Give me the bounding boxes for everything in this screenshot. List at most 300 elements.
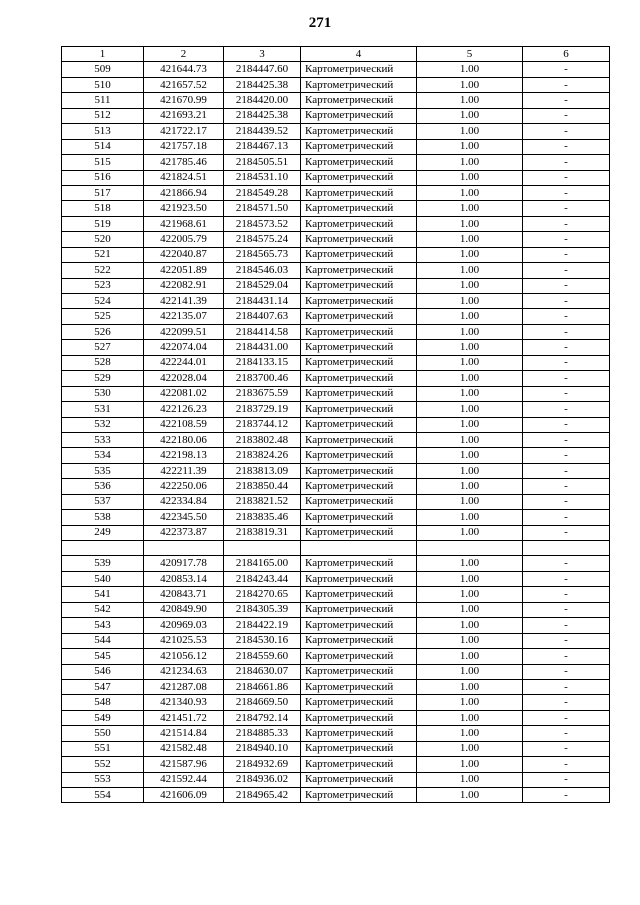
cell-method: Картометрический bbox=[301, 294, 417, 309]
table-row bbox=[62, 664, 610, 679]
cell-x-coordinate: 422334.84 bbox=[144, 494, 224, 509]
cell-method: Картометрический bbox=[301, 263, 417, 278]
table-row bbox=[62, 139, 610, 154]
cell-point-number: 511 bbox=[62, 93, 144, 108]
cell-note: - bbox=[523, 62, 610, 77]
cell-x-coordinate: 422108.59 bbox=[144, 417, 224, 432]
cell-point-number: 536 bbox=[62, 479, 144, 494]
cell-method: Картометрический bbox=[301, 232, 417, 247]
cell-method: Картометрический bbox=[301, 402, 417, 417]
cell-x-coordinate: 421722.17 bbox=[144, 124, 224, 139]
cell-x-coordinate: 421340.93 bbox=[144, 695, 224, 710]
cell-method: Картометрический bbox=[301, 247, 417, 262]
cell-x-coordinate: 421757.18 bbox=[144, 139, 224, 154]
cell-method: Картометрический bbox=[301, 324, 417, 339]
cell-x-coordinate: 421670.99 bbox=[144, 93, 224, 108]
cell-x-coordinate: 422074.04 bbox=[144, 340, 224, 355]
cell-method: Картометрический bbox=[301, 726, 417, 741]
cell-method: Картометрический bbox=[301, 432, 417, 447]
cell-method: Картометрический bbox=[301, 340, 417, 355]
cell-x-coordinate: 422081.02 bbox=[144, 386, 224, 401]
cell-method: Картометрический bbox=[301, 139, 417, 154]
header-col-5: 5 bbox=[417, 47, 523, 62]
table-row bbox=[62, 201, 610, 216]
cell-note: - bbox=[523, 679, 610, 694]
table-row bbox=[62, 62, 610, 77]
cell-x-coordinate: 422028.04 bbox=[144, 371, 224, 386]
cell-note: - bbox=[523, 710, 610, 725]
cell-precision: 1.00 bbox=[417, 448, 523, 463]
table-row bbox=[62, 479, 610, 494]
cell-point-number: 538 bbox=[62, 510, 144, 525]
cell-point-number: 550 bbox=[62, 726, 144, 741]
cell-x-coordinate: 421514.84 bbox=[144, 726, 224, 741]
cell-x-coordinate: 422005.79 bbox=[144, 232, 224, 247]
cell-precision: 1.00 bbox=[417, 695, 523, 710]
table-row bbox=[62, 448, 610, 463]
cell-note: - bbox=[523, 309, 610, 324]
cell-note: - bbox=[523, 77, 610, 92]
header-col-6: 6 bbox=[523, 47, 610, 62]
cell-note: - bbox=[523, 695, 610, 710]
cell-method: Картометрический bbox=[301, 108, 417, 123]
cell-note: - bbox=[523, 294, 610, 309]
cell-point-number: 539 bbox=[62, 556, 144, 571]
cell-method: Картометрический bbox=[301, 93, 417, 108]
cell-point-number: 249 bbox=[62, 525, 144, 540]
cell-note: - bbox=[523, 463, 610, 478]
cell-note: - bbox=[523, 417, 610, 432]
cell-method: Картометрический bbox=[301, 185, 417, 200]
cell-method: Картометрический bbox=[301, 788, 417, 803]
cell-precision: 1.00 bbox=[417, 726, 523, 741]
cell-method: Картометрический bbox=[301, 525, 417, 540]
cell-x-coordinate: 420843.71 bbox=[144, 587, 224, 602]
cell-method: Картометрический bbox=[301, 201, 417, 216]
cell-point-number: 526 bbox=[62, 324, 144, 339]
cell-note: - bbox=[523, 108, 610, 123]
cell-method: Картометрический bbox=[301, 371, 417, 386]
cell-point-number: 530 bbox=[62, 386, 144, 401]
table-row bbox=[62, 371, 610, 386]
cell-note: - bbox=[523, 757, 610, 772]
cell-point-number: 531 bbox=[62, 402, 144, 417]
cell-precision: 1.00 bbox=[417, 510, 523, 525]
cell-y-coordinate: 2184505.51 bbox=[224, 155, 301, 170]
cell-point-number: 554 bbox=[62, 788, 144, 803]
cell-note: - bbox=[523, 664, 610, 679]
cell-y-coordinate: 2183819.31 bbox=[224, 525, 301, 540]
table-row bbox=[62, 263, 610, 278]
cell-precision: 1.00 bbox=[417, 788, 523, 803]
table-row bbox=[62, 710, 610, 725]
cell-point-number: 551 bbox=[62, 741, 144, 756]
table-row bbox=[62, 278, 610, 293]
cell-note bbox=[523, 541, 610, 556]
table-row bbox=[62, 757, 610, 772]
cell-x-coordinate: 422345.50 bbox=[144, 510, 224, 525]
table-row bbox=[62, 386, 610, 401]
cell-x-coordinate: 422135.07 bbox=[144, 309, 224, 324]
cell-point-number: 529 bbox=[62, 371, 144, 386]
table-row bbox=[62, 788, 610, 803]
cell-y-coordinate: 2184530.16 bbox=[224, 633, 301, 648]
cell-note: - bbox=[523, 571, 610, 586]
cell-x-coordinate: 421606.09 bbox=[144, 788, 224, 803]
table-row bbox=[62, 294, 610, 309]
cell-x-coordinate bbox=[144, 541, 224, 556]
cell-note: - bbox=[523, 263, 610, 278]
cell-point-number: 544 bbox=[62, 633, 144, 648]
cell-method: Картометрический bbox=[301, 386, 417, 401]
cell-point-number bbox=[62, 541, 144, 556]
cell-method: Картометрический bbox=[301, 124, 417, 139]
cell-precision: 1.00 bbox=[417, 371, 523, 386]
cell-method: Картометрический bbox=[301, 479, 417, 494]
cell-y-coordinate: 2184425.38 bbox=[224, 77, 301, 92]
cell-x-coordinate: 421587.96 bbox=[144, 757, 224, 772]
cell-method: Картометрический bbox=[301, 633, 417, 648]
cell-x-coordinate: 421657.52 bbox=[144, 77, 224, 92]
cell-point-number: 528 bbox=[62, 355, 144, 370]
cell-precision: 1.00 bbox=[417, 432, 523, 447]
cell-point-number: 516 bbox=[62, 170, 144, 185]
cell-note: - bbox=[523, 726, 610, 741]
header-col-3: 3 bbox=[224, 47, 301, 62]
cell-point-number: 543 bbox=[62, 618, 144, 633]
cell-y-coordinate: 2184414.58 bbox=[224, 324, 301, 339]
cell-note: - bbox=[523, 448, 610, 463]
cell-y-coordinate: 2184165.00 bbox=[224, 556, 301, 571]
cell-x-coordinate: 421866.94 bbox=[144, 185, 224, 200]
cell-y-coordinate: 2183729.19 bbox=[224, 402, 301, 417]
cell-precision: 1.00 bbox=[417, 201, 523, 216]
cell-y-coordinate: 2184270.65 bbox=[224, 587, 301, 602]
cell-method: Картометрический bbox=[301, 170, 417, 185]
cell-point-number: 510 bbox=[62, 77, 144, 92]
cell-y-coordinate: 2184932.69 bbox=[224, 757, 301, 772]
cell-method: Картометрический bbox=[301, 510, 417, 525]
table-row bbox=[62, 618, 610, 633]
cell-point-number: 545 bbox=[62, 649, 144, 664]
cell-method: Картометрический bbox=[301, 741, 417, 756]
cell-x-coordinate: 422211.39 bbox=[144, 463, 224, 478]
cell-note: - bbox=[523, 278, 610, 293]
cell-x-coordinate: 421592.44 bbox=[144, 772, 224, 787]
cell-x-coordinate: 422040.87 bbox=[144, 247, 224, 262]
cell-x-coordinate: 420969.03 bbox=[144, 618, 224, 633]
cell-precision: 1.00 bbox=[417, 309, 523, 324]
table-row bbox=[62, 541, 610, 556]
table-row bbox=[62, 324, 610, 339]
cell-note: - bbox=[523, 386, 610, 401]
cell-y-coordinate: 2184565.73 bbox=[224, 247, 301, 262]
cell-x-coordinate: 422198.13 bbox=[144, 448, 224, 463]
cell-y-coordinate: 2183744.12 bbox=[224, 417, 301, 432]
cell-precision: 1.00 bbox=[417, 93, 523, 108]
cell-precision: 1.00 bbox=[417, 294, 523, 309]
cell-precision: 1.00 bbox=[417, 633, 523, 648]
cell-precision: 1.00 bbox=[417, 232, 523, 247]
cell-x-coordinate: 421968.61 bbox=[144, 216, 224, 231]
cell-point-number: 522 bbox=[62, 263, 144, 278]
cell-precision: 1.00 bbox=[417, 741, 523, 756]
cell-y-coordinate: 2184425.38 bbox=[224, 108, 301, 123]
cell-note: - bbox=[523, 170, 610, 185]
cell-y-coordinate: 2184529.04 bbox=[224, 278, 301, 293]
table-row bbox=[62, 232, 610, 247]
cell-precision: 1.00 bbox=[417, 155, 523, 170]
header-col-2: 2 bbox=[144, 47, 224, 62]
table-row bbox=[62, 432, 610, 447]
cell-note: - bbox=[523, 124, 610, 139]
cell-y-coordinate: 2183700.46 bbox=[224, 371, 301, 386]
cell-precision: 1.00 bbox=[417, 402, 523, 417]
table-row bbox=[62, 633, 610, 648]
cell-y-coordinate: 2184936.02 bbox=[224, 772, 301, 787]
cell-x-coordinate: 422180.06 bbox=[144, 432, 224, 447]
cell-point-number: 535 bbox=[62, 463, 144, 478]
cell-y-coordinate: 2184792.14 bbox=[224, 710, 301, 725]
cell-y-coordinate: 2184422.19 bbox=[224, 618, 301, 633]
cell-note: - bbox=[523, 371, 610, 386]
cell-y-coordinate: 2184549.28 bbox=[224, 185, 301, 200]
cell-x-coordinate: 422373.87 bbox=[144, 525, 224, 540]
cell-point-number: 517 bbox=[62, 185, 144, 200]
cell-note: - bbox=[523, 479, 610, 494]
table-row bbox=[62, 695, 610, 710]
cell-precision: 1.00 bbox=[417, 525, 523, 540]
cell-note: - bbox=[523, 494, 610, 509]
cell-precision: 1.00 bbox=[417, 108, 523, 123]
cell-y-coordinate: 2184420.00 bbox=[224, 93, 301, 108]
cell-y-coordinate: 2184447.60 bbox=[224, 62, 301, 77]
cell-precision: 1.00 bbox=[417, 618, 523, 633]
table-row bbox=[62, 741, 610, 756]
header-row bbox=[62, 47, 610, 62]
cell-point-number: 540 bbox=[62, 571, 144, 586]
cell-y-coordinate: 2183824.26 bbox=[224, 448, 301, 463]
cell-note: - bbox=[523, 324, 610, 339]
table-row bbox=[62, 510, 610, 525]
cell-method: Картометрический bbox=[301, 448, 417, 463]
cell-point-number: 542 bbox=[62, 602, 144, 617]
cell-x-coordinate: 421056.12 bbox=[144, 649, 224, 664]
cell-y-coordinate: 2184531.10 bbox=[224, 170, 301, 185]
cell-precision: 1.00 bbox=[417, 571, 523, 586]
table-row bbox=[62, 679, 610, 694]
cell-note: - bbox=[523, 649, 610, 664]
cell-x-coordinate: 421234.63 bbox=[144, 664, 224, 679]
cell-note: - bbox=[523, 402, 610, 417]
cell-y-coordinate bbox=[224, 541, 301, 556]
header-col-1: 1 bbox=[62, 47, 144, 62]
cell-precision: 1.00 bbox=[417, 556, 523, 571]
cell-note: - bbox=[523, 185, 610, 200]
cell-method: Картометрический bbox=[301, 695, 417, 710]
cell-precision: 1.00 bbox=[417, 679, 523, 694]
cell-method: Картометрический bbox=[301, 618, 417, 633]
cell-method: Картометрический bbox=[301, 602, 417, 617]
cell-precision: 1.00 bbox=[417, 355, 523, 370]
cell-precision: 1.00 bbox=[417, 324, 523, 339]
table-row bbox=[62, 525, 610, 540]
cell-method: Картометрический bbox=[301, 77, 417, 92]
table-row bbox=[62, 556, 610, 571]
cell-method: Картометрический bbox=[301, 556, 417, 571]
table-row bbox=[62, 170, 610, 185]
cell-point-number: 515 bbox=[62, 155, 144, 170]
cell-x-coordinate: 421693.21 bbox=[144, 108, 224, 123]
cell-note: - bbox=[523, 587, 610, 602]
cell-y-coordinate: 2184571.50 bbox=[224, 201, 301, 216]
cell-y-coordinate: 2184431.14 bbox=[224, 294, 301, 309]
cell-precision bbox=[417, 541, 523, 556]
cell-point-number: 523 bbox=[62, 278, 144, 293]
cell-method: Картометрический bbox=[301, 664, 417, 679]
table-row bbox=[62, 108, 610, 123]
cell-point-number: 552 bbox=[62, 757, 144, 772]
cell-y-coordinate: 2184243.44 bbox=[224, 571, 301, 586]
cell-y-coordinate: 2184669.50 bbox=[224, 695, 301, 710]
cell-y-coordinate: 2184965.42 bbox=[224, 788, 301, 803]
table-row bbox=[62, 216, 610, 231]
cell-precision: 1.00 bbox=[417, 463, 523, 478]
cell-point-number: 553 bbox=[62, 772, 144, 787]
cell-x-coordinate: 422051.89 bbox=[144, 263, 224, 278]
cell-x-coordinate: 421785.46 bbox=[144, 155, 224, 170]
header-col-4: 4 bbox=[301, 47, 417, 62]
cell-x-coordinate: 420917.78 bbox=[144, 556, 224, 571]
cell-note: - bbox=[523, 556, 610, 571]
cell-precision: 1.00 bbox=[417, 124, 523, 139]
cell-x-coordinate: 422141.39 bbox=[144, 294, 224, 309]
table-row bbox=[62, 340, 610, 355]
cell-note: - bbox=[523, 355, 610, 370]
cell-note: - bbox=[523, 432, 610, 447]
cell-y-coordinate: 2184431.00 bbox=[224, 340, 301, 355]
cell-point-number: 518 bbox=[62, 201, 144, 216]
table-row bbox=[62, 772, 610, 787]
cell-note: - bbox=[523, 216, 610, 231]
cell-precision: 1.00 bbox=[417, 185, 523, 200]
cell-y-coordinate: 2184661.86 bbox=[224, 679, 301, 694]
cell-note: - bbox=[523, 633, 610, 648]
cell-x-coordinate: 421644.73 bbox=[144, 62, 224, 77]
cell-precision: 1.00 bbox=[417, 710, 523, 725]
cell-point-number: 514 bbox=[62, 139, 144, 154]
cell-point-number: 519 bbox=[62, 216, 144, 231]
cell-note: - bbox=[523, 525, 610, 540]
cell-method bbox=[301, 541, 417, 556]
cell-precision: 1.00 bbox=[417, 664, 523, 679]
cell-point-number: 549 bbox=[62, 710, 144, 725]
cell-point-number: 548 bbox=[62, 695, 144, 710]
cell-method: Картометрический bbox=[301, 463, 417, 478]
cell-x-coordinate: 421824.51 bbox=[144, 170, 224, 185]
page-number: 271 bbox=[308, 15, 332, 31]
cell-precision: 1.00 bbox=[417, 757, 523, 772]
cell-point-number: 525 bbox=[62, 309, 144, 324]
cell-x-coordinate: 422126.23 bbox=[144, 402, 224, 417]
cell-y-coordinate: 2183850.44 bbox=[224, 479, 301, 494]
cell-x-coordinate: 421287.08 bbox=[144, 679, 224, 694]
cell-y-coordinate: 2184407.63 bbox=[224, 309, 301, 324]
cell-x-coordinate: 422244.01 bbox=[144, 355, 224, 370]
table-row bbox=[62, 247, 610, 262]
cell-y-coordinate: 2184559.60 bbox=[224, 649, 301, 664]
cell-precision: 1.00 bbox=[417, 247, 523, 262]
cell-method: Картометрический bbox=[301, 587, 417, 602]
cell-y-coordinate: 2184467.13 bbox=[224, 139, 301, 154]
cell-y-coordinate: 2183675.59 bbox=[224, 386, 301, 401]
cell-y-coordinate: 2184575.24 bbox=[224, 232, 301, 247]
cell-x-coordinate: 421923.50 bbox=[144, 201, 224, 216]
cell-y-coordinate: 2184133.15 bbox=[224, 355, 301, 370]
cell-precision: 1.00 bbox=[417, 216, 523, 231]
cell-y-coordinate: 2183835.46 bbox=[224, 510, 301, 525]
table-row bbox=[62, 355, 610, 370]
cell-x-coordinate: 422082.91 bbox=[144, 278, 224, 293]
cell-precision: 1.00 bbox=[417, 77, 523, 92]
table-row bbox=[62, 417, 610, 432]
cell-note: - bbox=[523, 232, 610, 247]
cell-method: Картометрический bbox=[301, 417, 417, 432]
cell-x-coordinate: 421582.48 bbox=[144, 741, 224, 756]
cell-note: - bbox=[523, 201, 610, 216]
cell-y-coordinate: 2183802.48 bbox=[224, 432, 301, 447]
cell-point-number: 532 bbox=[62, 417, 144, 432]
table-header bbox=[62, 47, 610, 62]
table-row bbox=[62, 726, 610, 741]
table-row bbox=[62, 402, 610, 417]
cell-precision: 1.00 bbox=[417, 386, 523, 401]
cell-precision: 1.00 bbox=[417, 587, 523, 602]
table-row bbox=[62, 185, 610, 200]
cell-note: - bbox=[523, 602, 610, 617]
table-row bbox=[62, 155, 610, 170]
cell-point-number: 513 bbox=[62, 124, 144, 139]
cell-precision: 1.00 bbox=[417, 602, 523, 617]
cell-precision: 1.00 bbox=[417, 649, 523, 664]
table-row bbox=[62, 571, 610, 586]
cell-precision: 1.00 bbox=[417, 340, 523, 355]
cell-note: - bbox=[523, 340, 610, 355]
cell-x-coordinate: 421451.72 bbox=[144, 710, 224, 725]
cell-point-number: 509 bbox=[62, 62, 144, 77]
table-row bbox=[62, 77, 610, 92]
cell-y-coordinate: 2184630.07 bbox=[224, 664, 301, 679]
cell-note: - bbox=[523, 741, 610, 756]
cell-point-number: 541 bbox=[62, 587, 144, 602]
cell-note: - bbox=[523, 618, 610, 633]
cell-y-coordinate: 2184439.52 bbox=[224, 124, 301, 139]
cell-method: Картометрический bbox=[301, 710, 417, 725]
cell-note: - bbox=[523, 247, 610, 262]
cell-note: - bbox=[523, 93, 610, 108]
cell-x-coordinate: 422099.51 bbox=[144, 324, 224, 339]
cell-note: - bbox=[523, 788, 610, 803]
cell-method: Картометрический bbox=[301, 757, 417, 772]
table-body bbox=[62, 62, 610, 803]
cell-y-coordinate: 2184546.03 bbox=[224, 263, 301, 278]
cell-x-coordinate: 422250.06 bbox=[144, 479, 224, 494]
cell-method: Картометрический bbox=[301, 309, 417, 324]
table-row bbox=[62, 124, 610, 139]
cell-method: Картометрический bbox=[301, 772, 417, 787]
cell-method: Картометрический bbox=[301, 649, 417, 664]
cell-x-coordinate: 420853.14 bbox=[144, 571, 224, 586]
